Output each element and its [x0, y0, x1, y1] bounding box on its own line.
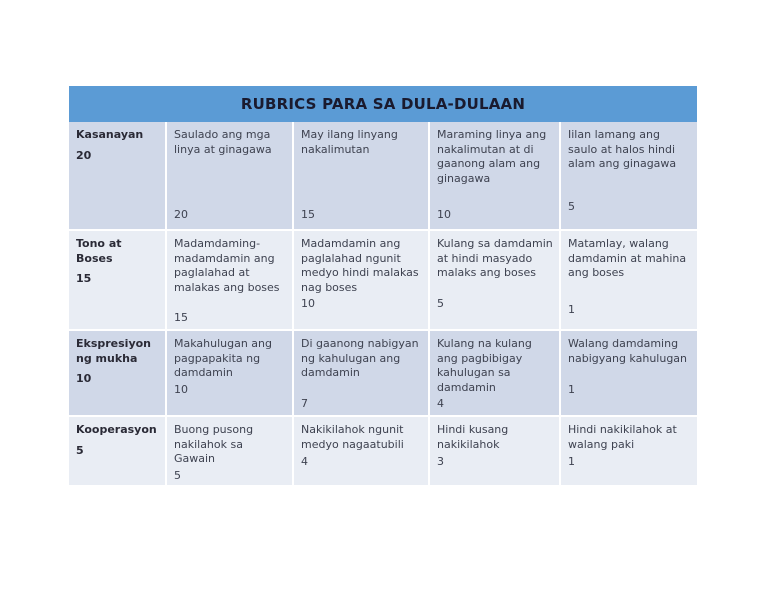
level-score: 3: [437, 455, 444, 468]
level-score: 7: [301, 397, 308, 410]
level-cell: [293, 122, 429, 230]
level-description: Walang damdaming nabigyang kahulugan: [568, 337, 688, 365]
level-cell: [560, 122, 697, 230]
level-cell: [166, 122, 293, 230]
rubric-row: [69, 230, 697, 330]
level-description: Kulang sa damdamin at hindi masyado malaks ang boses: [437, 237, 553, 279]
criterion-points: 15: [76, 272, 92, 285]
level-score: 4: [437, 397, 444, 410]
level-description: Di gaanong nabigyan ng kahulugan ang damdamin: [301, 337, 419, 379]
title-row: [69, 86, 697, 122]
rubric-table: [69, 86, 697, 487]
level-score: 10: [174, 383, 188, 396]
level-description: Iilan lamang ang saulo at halos hindi alam ang ginagawa: [568, 128, 677, 170]
level-cell: [560, 230, 697, 330]
level-score: 5: [568, 200, 575, 213]
criterion-name: Ekspresiyon ng mukha: [76, 337, 152, 365]
level-description: Buong pusong nakilahok sa Gawain: [174, 423, 254, 465]
level-description: Nakikilahok ngunit medyo nagaatubili: [301, 423, 404, 451]
criterion-name: Kasanayan: [76, 128, 144, 141]
level-score: 4: [301, 455, 308, 468]
criterion-name: Kooperasyon: [76, 423, 157, 436]
level-score: 15: [174, 311, 188, 324]
level-cell: [293, 416, 429, 486]
criterion-cell: [69, 416, 166, 486]
level-cell: [429, 122, 560, 230]
level-cell: [166, 330, 293, 416]
rubric-row: [69, 416, 697, 486]
criterion-cell: [69, 230, 166, 330]
rubric-row: [69, 330, 697, 416]
level-description: Matamlay, walang damdamin at mahina ang boses: [568, 237, 687, 279]
level-description: Kulang na kulang ang pagbibigay kahulugan sa damdamin: [437, 337, 532, 394]
rubric-row: [69, 122, 697, 230]
level-cell: [293, 230, 429, 330]
level-cell: [429, 330, 560, 416]
level-description: Hindi kusang nakikilahok: [437, 423, 509, 451]
level-score: 1: [568, 303, 575, 316]
level-description: Makahulugan ang pagpapakita ng damdamin: [174, 337, 273, 379]
level-description: Saulado ang mga linya at ginagawa: [174, 128, 272, 156]
level-score: 5: [437, 297, 444, 310]
criterion-cell: [69, 122, 166, 230]
level-cell: [293, 330, 429, 416]
level-description: May ilang linyang nakalimutan: [301, 128, 398, 156]
level-score: 15: [301, 208, 315, 221]
level-description: Hindi nakikilahok at walang paki: [568, 423, 677, 451]
level-description: Maraming linya ang nakalimutan at di gaanong alam ang ginagawa: [437, 128, 547, 185]
table-title: RUBRICS PARA SA DULA-DULAAN: [69, 86, 697, 122]
criterion-name: Tono at Boses: [76, 237, 122, 265]
criterion-points: 10: [76, 372, 92, 385]
criterion-points: 5: [76, 443, 84, 457]
level-cell: [166, 416, 293, 486]
level-score: 20: [174, 208, 188, 221]
level-score: 1: [568, 383, 575, 396]
level-cell: [166, 230, 293, 330]
level-cell: [560, 330, 697, 416]
level-cell: [429, 416, 560, 486]
level-score: 5: [174, 469, 181, 482]
level-description: Madamdaming-madamdamin ang paglalahad at malakas ang boses: [174, 237, 280, 294]
level-score: 1: [568, 455, 575, 468]
level-cell: [429, 230, 560, 330]
level-score: 10: [437, 208, 451, 221]
criterion-cell: [69, 330, 166, 416]
level-score: 10: [301, 297, 315, 310]
level-description: Madamdamin ang paglalahad ngunit medyo hindi malakas nag boses: [301, 237, 419, 294]
criterion-points: 20: [76, 148, 92, 162]
level-cell: [560, 416, 697, 486]
